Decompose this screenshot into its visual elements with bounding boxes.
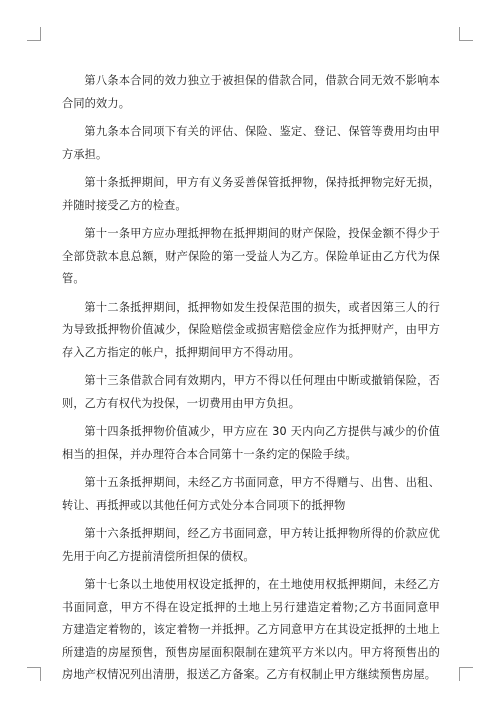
- article-16-paragraph: 第十六条抵押期间，经乙方书面同意，甲方转让抵押物所得的价款应优先用于向乙方提前清偿所担保的债权。: [62, 527, 440, 563]
- crop-mark-top-right: [459, 40, 473, 41]
- article-13-paragraph: 第十三条借款合同有效期内，甲方不得以任何理由中断或撤销保险，否则，乙方有权代为投保，一切费用由甲方负担。: [62, 374, 440, 410]
- article-15-paragraph: 第十五条抵押期间，未经乙方书面同意，甲方不得赠与、出售、出租、转让、再抵押或以其他任何方式处分本合同项下的抵押物: [62, 476, 440, 512]
- article-9-paragraph: 第九条本合同项下有关的评估、保险、鉴定、登记、保管等费用均由甲方承担。: [62, 125, 440, 161]
- crop-mark-top-left: [40, 27, 41, 41]
- article-11-paragraph: 第十一条甲方应办理抵押物在抵押期间的财产保险，投保金额不得少于全部贷款本息总额，财产保险的第一受益人为乙方。保险单证由乙方代为保管。: [62, 227, 440, 285]
- article-17-paragraph: 第十七条以土地使用权设定抵押的，在土地使用权抵押期间，未经乙方书面同意，甲方不得在设定抵押的土地上另行建造定着物;乙方书面同意甲方建造定着物的，该定着物一并抵押。乙方同意甲方在其设定抵押的土地上所建造的房屋预售，预售房屋面积限制在建筑平方米以内。甲方将预售出的房地产权情况列出清册，报送乙方备案。乙方有权制止甲方继续预售房屋。: [62, 578, 440, 681]
- document-body: [62, 70, 440, 693]
- crop-mark-bottom-left: [40, 667, 41, 681]
- crop-mark-bottom-right: [459, 667, 473, 668]
- crop-mark-top-right: [459, 27, 460, 41]
- article-8-paragraph: 第八条本合同的效力独立于被担保的借款合同，借款合同无效不影响本合同的效力。: [62, 74, 440, 110]
- crop-mark-bottom-right: [459, 667, 460, 681]
- article-12-paragraph: 第十二条抵押期间，抵押物如发生投保范围的损失，或者因第三人的行为导致抵押物价值减少，保险赔偿金或损害赔偿金应作为抵押财产，由甲方存入乙方指定的帐户，抵押期间甲方不得动用。: [62, 300, 440, 359]
- crop-mark-top-left: [27, 40, 41, 41]
- article-14-paragraph: 第十四条抵押物价值减少，甲方应在 30 天内向乙方提供与减少的价值相当的担保，并办理符合本合同第十一条约定的保险手续。: [62, 425, 440, 461]
- article-10-paragraph: 第十条抵押期间，甲方有义务妥善保管抵押物，保持抵押物完好无损，并随时接受乙方的检查。: [62, 176, 440, 212]
- crop-mark-bottom-left: [27, 667, 41, 668]
